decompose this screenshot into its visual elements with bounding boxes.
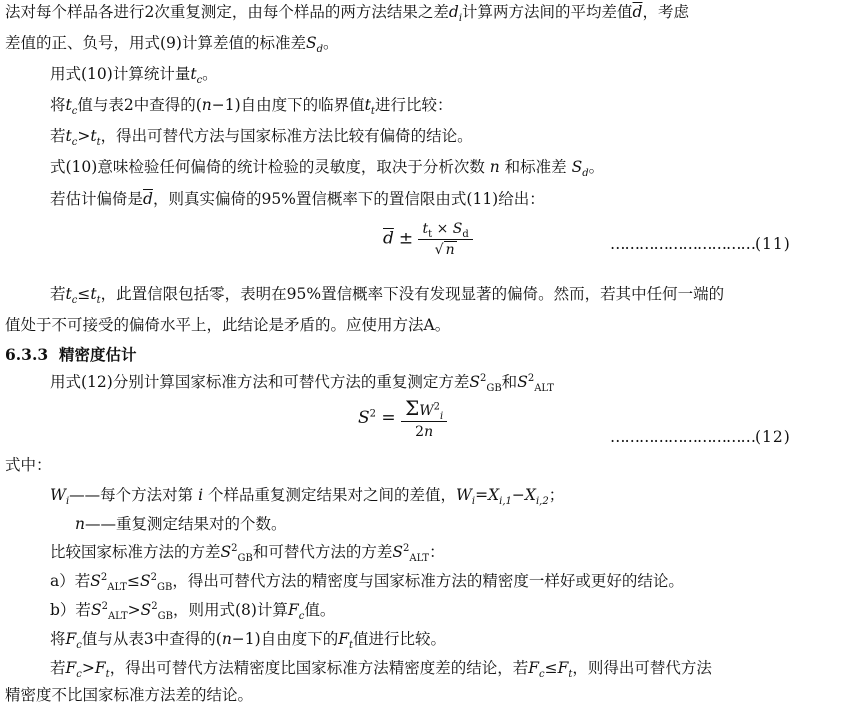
text-span: 法对每个样品各进行2次重复测定，由每个样品的两方法结果之差 (5, 3, 449, 21)
equation-12: $S^2$ = $\frac{\Sigma W^2_i}{2n}$ (358, 398, 447, 439)
text-span: a）若 (50, 572, 91, 590)
text-span: 和 (501, 373, 518, 391)
text-span: ，考虑 (642, 3, 689, 21)
text-span: 式中： (5, 456, 52, 474)
paragraph-line: 用式(12)分别计算国家标准方法和可替代方法的重复测定方差$S^2_{GB}$和$S^2_{ALT}$ (50, 372, 554, 395)
equation-label: (12) (755, 428, 791, 446)
text-span: 进行比较： (374, 96, 453, 114)
text-span: 精密度不比国家标准方法差的结论。 (5, 686, 254, 704)
text-span: −1)自由度下的临界值 (211, 96, 365, 114)
text-span: 值进行比较。 (353, 630, 447, 648)
text-span: 和可替代方法的方差 (252, 543, 393, 561)
paragraph-line (5, 458, 52, 474)
text-span: 用式(10)计算统计量 (50, 65, 191, 83)
paragraph-line: 若估计偏倚是$\overline{d}$，则真实偏倚的95%置信概率下的置信限由式(11)给出： (50, 190, 545, 208)
text-span: ，得出可替代方法的精密度与国家标准方法的精密度一样好或更好的结论。 (172, 572, 684, 590)
text-span: 若 (50, 127, 66, 145)
paragraph-line: 法对每个样品各进行2次重复测定，由每个样品的两方法结果之差$d_i$计算两方法间的平均差值$\overline{d}$，考虑 (5, 3, 689, 25)
text-span: 将 (50, 96, 66, 114)
text-span: 个样品重复测定结果对之间的差值， (207, 486, 456, 504)
paragraph-line: 用式(10)计算统计量$t_c$。 (50, 65, 218, 87)
paragraph-line: 将$t_c$值与表2中查得的(n−1)自由度下的临界值$t_t$进行比较： (50, 96, 453, 118)
text-span: ——重复测定结果对的个数。 (84, 515, 287, 533)
text-span: ，则真实偏倚的95%置信概率下的置信限由式(11)给出： (152, 190, 545, 208)
text-span: 值处于不可接受的偏倚水平上，此结论是矛盾的。应使用方法A。 (5, 316, 451, 334)
section-heading (5, 347, 136, 363)
section-number: 6.3.3 (5, 345, 49, 364)
paragraph-line: 将$F_c$值与从表3中查得的(n−1)自由度下的$F_t$值进行比较。 (50, 630, 447, 652)
text-span: 和标准差 (504, 158, 567, 176)
text-span: 值。 (304, 601, 336, 619)
text-span: ，则用式(8)计算 (173, 601, 288, 619)
text-span: 将 (50, 630, 66, 648)
text-span: −1)自由度下的 (231, 630, 339, 648)
equation-number (610, 237, 791, 253)
text-span: 式(10)意味检验任何偏倚的统计检验的灵敏度，取决于分析次数 (50, 158, 485, 176)
text-span: 比较国家标准方法的方差 (50, 543, 221, 561)
equation-11: $\overline{d}$ ± $\frac{t_t \times S_d}{√ n}$ (383, 222, 473, 257)
equation-number (610, 430, 791, 446)
text-span: 差值的正、负号，用式(9)计算差值的标准差 (5, 34, 306, 52)
text-span: 用式(12)分别计算国家标准方法和可替代方法的重复测定方差 (50, 373, 470, 391)
paragraph-line: 差值的正、负号，用式(9)计算差值的标准差$S_d$。 (5, 34, 339, 56)
text-span: ，此置信限包括零，表明在95%置信概率下没有发现显著的偏倚。然而，若其中任何一端的 (100, 285, 725, 303)
text-span: 若 (50, 659, 66, 677)
paragraph-line: 若$t_c\le t_t$，此置信限包括零，表明在95%置信概率下没有发现显著的偏倚。然而，若其中任何一端的 (50, 285, 725, 307)
text-span: ，得出可替代方法与国家标准方法比较有偏倚的结论。 (100, 127, 473, 145)
leader-dots: ………………………… (610, 428, 755, 446)
paragraph-line: 比较国家标准方法的方差$S^2_{GB}$和可替代方法的方差$S^2_{ALT}$： (50, 542, 445, 565)
text-span: 计算两方法间的平均差值 (462, 3, 633, 21)
text-span: ，得出可替代方法精密度比国家标准方法精密度差的结论，若 (109, 659, 529, 677)
text-span: ——每个方法对第 (69, 486, 194, 504)
paragraph-line (5, 688, 253, 704)
text-span: 若估计偏倚是 (50, 190, 144, 208)
leader-dots: ………………………… (610, 235, 755, 253)
paragraph-line: 若$F_c>F_t$，得出可替代方法精密度比国家标准方法精密度差的结论，若$F_c\le F_t$，则得出可替代方法 (50, 659, 712, 681)
text-span: ，则得出可替代方法 (572, 659, 712, 677)
paragraph-line: 式(10)意味检验任何偏倚的统计检验的灵敏度，取决于分析次数 n 和标准差 $S_d$。 (50, 158, 605, 180)
text-span: 若 (50, 285, 66, 303)
text-span: 值与从表3中查得的( (81, 630, 222, 648)
text-span: 值与表2中查得的( (77, 96, 202, 114)
equation-label: (11) (755, 235, 791, 253)
paragraph-line (5, 318, 450, 334)
definition-line: $W_i——$每个方法对第 i 个样品重复测定结果对之间的差值，$W_i=X_{i,1}-X_{i,2}$； (50, 486, 565, 508)
definition-line: n——重复测定结果对的个数。 (75, 515, 287, 533)
text-span: ： (429, 543, 445, 561)
paragraph-line: 若$t_c>t_t$，得出可替代方法与国家标准方法比较有偏倚的结论。 (50, 127, 473, 149)
list-item: b）若$S^2_{ALT}>S^2_{GB}$，则用式(8)计算$F_c$值。 (50, 600, 336, 623)
text-span: b）若 (50, 601, 91, 619)
list-item: a）若$S^2_{ALT}\le S^2_{GB}$，得出可替代方法的精密度与国家标准方法的精密度一样好或更好的结论。 (50, 571, 684, 594)
section-title: 精密度估计 (58, 345, 137, 364)
